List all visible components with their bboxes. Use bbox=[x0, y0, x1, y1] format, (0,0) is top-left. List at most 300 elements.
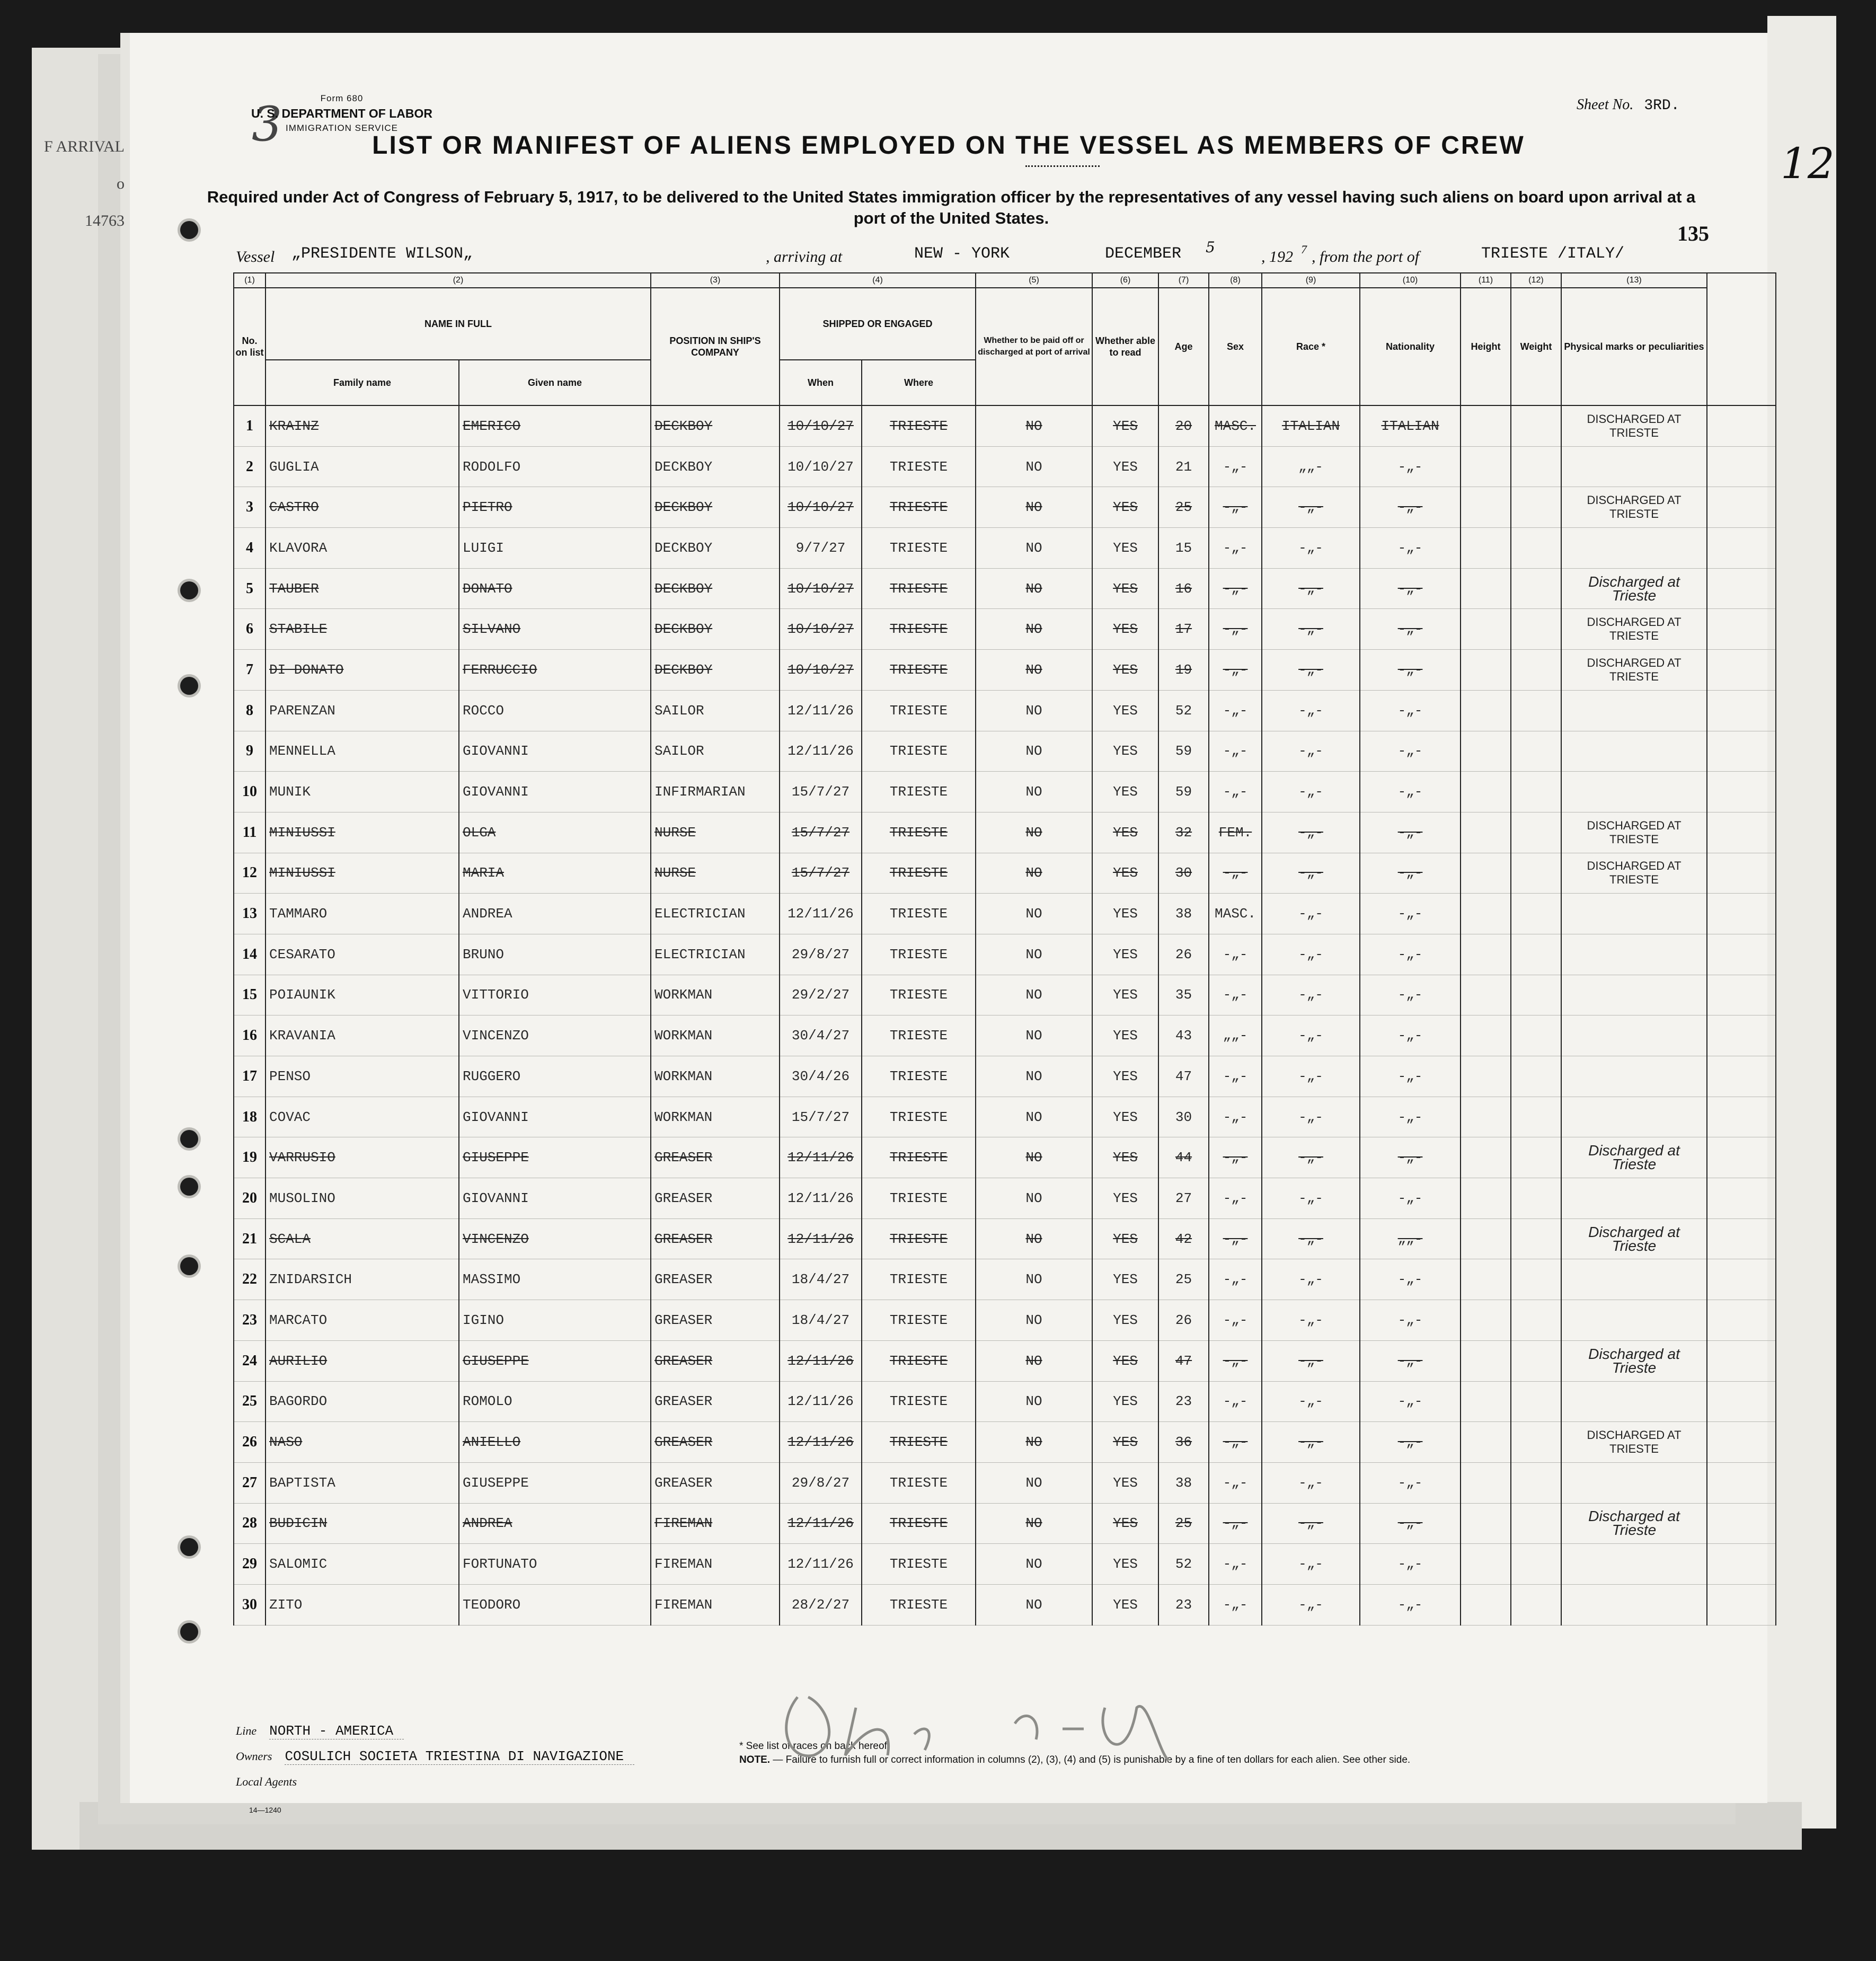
table-row bbox=[234, 609, 1776, 650]
cell-marks bbox=[1561, 894, 1707, 934]
cell-read: YES bbox=[1092, 1503, 1158, 1544]
cell-height bbox=[1461, 528, 1511, 569]
cell-when: 30/4/26 bbox=[780, 1056, 862, 1097]
cell-extra bbox=[1707, 975, 1776, 1015]
table-row bbox=[234, 731, 1776, 772]
cell-given: ANDREA bbox=[459, 1503, 651, 1544]
col-weight: Weight bbox=[1511, 288, 1561, 405]
cell-paid: NO bbox=[976, 1015, 1092, 1056]
cell-family: ZNIDARSICH bbox=[266, 1259, 459, 1300]
cell-age: 19 bbox=[1158, 650, 1209, 691]
cell-height bbox=[1461, 934, 1511, 975]
cell-where: TRIESTE bbox=[862, 1056, 976, 1097]
cell-no: 19 bbox=[234, 1137, 266, 1178]
arrival-port: NEW - YORK bbox=[914, 245, 1010, 263]
cell-paid: NO bbox=[976, 812, 1092, 853]
col-position: POSITION IN SHIP'S COMPANY bbox=[651, 288, 780, 405]
owners-value: COSULICH SOCIETA TRIESTINA DI NAVIGAZIONE bbox=[285, 1748, 634, 1765]
cell-read: YES bbox=[1092, 1584, 1158, 1625]
table-row bbox=[234, 1056, 1776, 1097]
cell-family: MUSOLINO bbox=[266, 1178, 459, 1219]
cell-where: TRIESTE bbox=[862, 405, 976, 446]
cell-height bbox=[1461, 1503, 1511, 1544]
cell-paid: NO bbox=[976, 1218, 1092, 1259]
cell-extra bbox=[1707, 650, 1776, 691]
cell-age: 36 bbox=[1158, 1422, 1209, 1463]
col-given-name: Given name bbox=[459, 360, 651, 405]
cell-age: 43 bbox=[1158, 1015, 1209, 1056]
cell-read: YES bbox=[1092, 609, 1158, 650]
cell-weight bbox=[1511, 1218, 1561, 1259]
corner-handwritten-mark: 3 bbox=[252, 96, 282, 152]
cell-marks bbox=[1561, 690, 1707, 731]
cell-nat: -„- bbox=[1360, 1503, 1461, 1544]
cell-position: DECKBOY bbox=[651, 487, 780, 528]
table-row bbox=[234, 1584, 1776, 1625]
cell-paid: NO bbox=[976, 446, 1092, 487]
cell-height bbox=[1461, 894, 1511, 934]
cell-race: -„- bbox=[1262, 609, 1360, 650]
cell-weight bbox=[1511, 894, 1561, 934]
table-row bbox=[234, 487, 1776, 528]
cell-where: TRIESTE bbox=[862, 1422, 976, 1463]
cell-where: TRIESTE bbox=[862, 731, 976, 772]
cell-nat: -„- bbox=[1360, 934, 1461, 975]
cell-no: 7 bbox=[234, 650, 266, 691]
cell-sex: -„- bbox=[1209, 1178, 1262, 1219]
cell-read: YES bbox=[1092, 690, 1158, 731]
cell-where: TRIESTE bbox=[862, 1381, 976, 1422]
cell-marks: DISCHARGED AT TRIESTE bbox=[1561, 405, 1707, 446]
cell-position: GREASER bbox=[651, 1218, 780, 1259]
cell-family: NASO bbox=[266, 1422, 459, 1463]
cell-race: -„- bbox=[1262, 1259, 1360, 1300]
cell-family: BUDICIN bbox=[266, 1503, 459, 1544]
cell-nat: -„- bbox=[1360, 1259, 1461, 1300]
cell-read: YES bbox=[1092, 568, 1158, 609]
cell-no: 10 bbox=[234, 772, 266, 812]
cell-age: 38 bbox=[1158, 1462, 1209, 1503]
cell-family: SCALA bbox=[266, 1218, 459, 1259]
punch-hole bbox=[180, 677, 198, 695]
cell-when: 10/10/27 bbox=[780, 487, 862, 528]
cell-read: YES bbox=[1092, 650, 1158, 691]
cell-race: -„- bbox=[1262, 772, 1360, 812]
cell-given: LUIGI bbox=[459, 528, 651, 569]
cell-race: -„- bbox=[1262, 1503, 1360, 1544]
cell-sex: -„- bbox=[1209, 690, 1262, 731]
cell-weight bbox=[1511, 975, 1561, 1015]
cell-position: WORKMAN bbox=[651, 975, 780, 1015]
vessel-name: „PRESIDENTE WILSON„ bbox=[291, 245, 473, 263]
punch-hole bbox=[180, 1538, 198, 1556]
cell-height bbox=[1461, 690, 1511, 731]
cell-marks bbox=[1561, 1097, 1707, 1137]
cell-sex: -„- bbox=[1209, 1097, 1262, 1137]
cell-family: AURILIO bbox=[266, 1340, 459, 1381]
table-row bbox=[234, 934, 1776, 975]
cell-when: 10/10/27 bbox=[780, 568, 862, 609]
cell-age: 25 bbox=[1158, 1503, 1209, 1544]
cell-given: VITTORIO bbox=[459, 975, 651, 1015]
cell-nat: -„- bbox=[1360, 731, 1461, 772]
cell-extra bbox=[1707, 1097, 1776, 1137]
cell-position: SAILOR bbox=[651, 731, 780, 772]
cell-weight bbox=[1511, 1137, 1561, 1178]
cell-position: ELECTRICIAN bbox=[651, 934, 780, 975]
cell-no: 27 bbox=[234, 1462, 266, 1503]
cell-where: TRIESTE bbox=[862, 1178, 976, 1219]
cell-when: 10/10/27 bbox=[780, 405, 862, 446]
cell-sex: -„- bbox=[1209, 1544, 1262, 1585]
cell-position: WORKMAN bbox=[651, 1056, 780, 1097]
cell-marks: Discharged at Trieste bbox=[1561, 1137, 1707, 1178]
sheet-number-value: 3RD. bbox=[1644, 98, 1680, 114]
table-row bbox=[234, 1097, 1776, 1137]
cell-read: YES bbox=[1092, 1462, 1158, 1503]
cell-race: -„- bbox=[1262, 1218, 1360, 1259]
cell-weight bbox=[1511, 528, 1561, 569]
vessel-line: Vessel „PRESIDENTE WILSON„ , arriving at NEW - YORK DECEMBER 5 , 192 7 , from the port of TRIESTE /ITALY/ bbox=[236, 238, 1625, 266]
cell-where: TRIESTE bbox=[862, 528, 976, 569]
cell-weight bbox=[1511, 812, 1561, 853]
cell-where: TRIESTE bbox=[862, 487, 976, 528]
table-row bbox=[234, 772, 1776, 812]
cell-given: IGINO bbox=[459, 1300, 651, 1341]
table-row bbox=[234, 853, 1776, 894]
cell-nat: -„- bbox=[1360, 1015, 1461, 1056]
cell-no: 4 bbox=[234, 528, 266, 569]
cell-read: YES bbox=[1092, 1259, 1158, 1300]
cell-where: TRIESTE bbox=[862, 1097, 976, 1137]
cell-race: -„- bbox=[1262, 1137, 1360, 1178]
cell-extra bbox=[1707, 690, 1776, 731]
cell-nat: -„- bbox=[1360, 1544, 1461, 1585]
cell-paid: NO bbox=[976, 731, 1092, 772]
cell-family: ZITO bbox=[266, 1584, 459, 1625]
cell-read: YES bbox=[1092, 1056, 1158, 1097]
punch-hole bbox=[180, 221, 198, 239]
cell-when: 10/10/27 bbox=[780, 609, 862, 650]
cell-extra bbox=[1707, 609, 1776, 650]
cell-no: 23 bbox=[234, 1300, 266, 1341]
cell-where: TRIESTE bbox=[862, 1340, 976, 1381]
cell-given: GIUSEPPE bbox=[459, 1340, 651, 1381]
cell-race: -„- bbox=[1262, 1340, 1360, 1381]
cell-nat: -„- bbox=[1360, 568, 1461, 609]
cell-read: YES bbox=[1092, 975, 1158, 1015]
cell-paid: NO bbox=[976, 772, 1092, 812]
cell-given: ANIELLO bbox=[459, 1422, 651, 1463]
cell-no: 3 bbox=[234, 487, 266, 528]
cell-position: GREASER bbox=[651, 1340, 780, 1381]
cell-no: 18 bbox=[234, 1097, 266, 1137]
cell-position: WORKMAN bbox=[651, 1015, 780, 1056]
cell-age: 23 bbox=[1158, 1381, 1209, 1422]
cell-sex: -„- bbox=[1209, 772, 1262, 812]
cell-read: YES bbox=[1092, 1015, 1158, 1056]
line-value: NORTH - AMERICA bbox=[269, 1723, 404, 1739]
cell-no: 17 bbox=[234, 1056, 266, 1097]
cell-no: 5 bbox=[234, 568, 266, 609]
races-footnote: * See list of races on back hereof. bbox=[739, 1741, 890, 1752]
cell-race: -„- bbox=[1262, 1422, 1360, 1463]
cell-sex: -„- bbox=[1209, 1340, 1262, 1381]
cell-extra bbox=[1707, 1218, 1776, 1259]
cell-read: YES bbox=[1092, 772, 1158, 812]
col-age: Age bbox=[1158, 288, 1209, 405]
cell-position: GREASER bbox=[651, 1137, 780, 1178]
table-row bbox=[234, 1422, 1776, 1463]
cell-when: 12/11/26 bbox=[780, 1218, 862, 1259]
cell-position: DECKBOY bbox=[651, 650, 780, 691]
table-row bbox=[234, 1462, 1776, 1503]
underlying-page-edge-right bbox=[1767, 16, 1836, 1828]
cell-family: MARCATO bbox=[266, 1300, 459, 1341]
cell-where: TRIESTE bbox=[862, 853, 976, 894]
service-name: IMMIGRATION SERVICE bbox=[285, 123, 398, 133]
cell-weight bbox=[1511, 1584, 1561, 1625]
cell-no: 22 bbox=[234, 1259, 266, 1300]
cell-height bbox=[1461, 812, 1511, 853]
cell-position: FIREMAN bbox=[651, 1503, 780, 1544]
cell-position: NURSE bbox=[651, 812, 780, 853]
cell-read: YES bbox=[1092, 1097, 1158, 1137]
cell-nat: -„- bbox=[1360, 812, 1461, 853]
cell-paid: NO bbox=[976, 609, 1092, 650]
cell-no: 9 bbox=[234, 731, 266, 772]
cell-sex: -„- bbox=[1209, 609, 1262, 650]
cell-no: 21 bbox=[234, 1218, 266, 1259]
cell-paid: NO bbox=[976, 690, 1092, 731]
cell-extra bbox=[1707, 1544, 1776, 1585]
cell-marks bbox=[1561, 1300, 1707, 1341]
cell-paid: NO bbox=[976, 405, 1092, 446]
cell-race: -„- bbox=[1262, 934, 1360, 975]
cell-sex: -„- bbox=[1209, 1056, 1262, 1097]
cell-no: 14 bbox=[234, 934, 266, 975]
cell-nat: -„- bbox=[1360, 1137, 1461, 1178]
cell-given: RODOLFO bbox=[459, 446, 651, 487]
cell-where: TRIESTE bbox=[862, 1503, 976, 1544]
departure-port: TRIESTE /ITALY/ bbox=[1481, 245, 1625, 263]
cell-extra bbox=[1707, 772, 1776, 812]
side-stamp: F ARRIVAL o 14763 bbox=[44, 138, 125, 229]
cell-read: YES bbox=[1092, 853, 1158, 894]
arrival-month: DECEMBER bbox=[1105, 245, 1182, 263]
cell-age: 30 bbox=[1158, 1097, 1209, 1137]
cell-age: 38 bbox=[1158, 894, 1209, 934]
cell-family: STABILE bbox=[266, 609, 459, 650]
cell-nat: -„- bbox=[1360, 1422, 1461, 1463]
cell-marks bbox=[1561, 1056, 1707, 1097]
cell-height bbox=[1461, 1300, 1511, 1341]
arrival-day: 5 bbox=[1206, 238, 1215, 256]
table-row bbox=[234, 1137, 1776, 1178]
table-row bbox=[234, 528, 1776, 569]
table-row bbox=[234, 1259, 1776, 1300]
cell-given: OLGA bbox=[459, 812, 651, 853]
cell-race: -„- bbox=[1262, 1584, 1360, 1625]
cell-when: 12/11/26 bbox=[780, 894, 862, 934]
cell-race: -„- bbox=[1262, 1381, 1360, 1422]
cell-weight bbox=[1511, 690, 1561, 731]
cell-race: -„- bbox=[1262, 731, 1360, 772]
cell-position: DECKBOY bbox=[651, 568, 780, 609]
cell-family: POIAUNIK bbox=[266, 975, 459, 1015]
cell-given: GIOVANNI bbox=[459, 772, 651, 812]
cell-age: 47 bbox=[1158, 1056, 1209, 1097]
cell-extra bbox=[1707, 812, 1776, 853]
cell-position: ELECTRICIAN bbox=[651, 894, 780, 934]
cell-extra bbox=[1707, 1462, 1776, 1503]
cell-extra bbox=[1707, 1503, 1776, 1544]
cell-race: -„- bbox=[1262, 1056, 1360, 1097]
cell-height bbox=[1461, 1381, 1511, 1422]
cell-position: GREASER bbox=[651, 1422, 780, 1463]
cell-marks: DISCHARGED AT TRIESTE bbox=[1561, 812, 1707, 853]
cell-paid: NO bbox=[976, 1503, 1092, 1544]
cell-age: 44 bbox=[1158, 1137, 1209, 1178]
cell-age: 20 bbox=[1158, 405, 1209, 446]
cell-race: ITALIAN bbox=[1262, 405, 1360, 446]
cell-height bbox=[1461, 1015, 1511, 1056]
cell-paid: NO bbox=[976, 1340, 1092, 1381]
cell-given: PIETRO bbox=[459, 487, 651, 528]
cell-nat: -„- bbox=[1360, 853, 1461, 894]
cell-extra bbox=[1707, 568, 1776, 609]
cell-given: MASSIMO bbox=[459, 1259, 651, 1300]
cell-paid: NO bbox=[976, 1544, 1092, 1585]
cell-sex: -„- bbox=[1209, 1584, 1262, 1625]
cell-paid: NO bbox=[976, 1259, 1092, 1300]
cell-marks: Discharged at Trieste bbox=[1561, 1218, 1707, 1259]
col-shipped: SHIPPED OR ENGAGED bbox=[780, 288, 976, 360]
cell-extra bbox=[1707, 405, 1776, 446]
cell-when: 12/11/26 bbox=[780, 1381, 862, 1422]
cell-extra bbox=[1707, 1300, 1776, 1341]
cell-where: TRIESTE bbox=[862, 1544, 976, 1585]
cell-marks bbox=[1561, 1259, 1707, 1300]
col-where: Where bbox=[862, 360, 976, 405]
page-title: LIST OR MANIFEST OF ALIENS EMPLOYED ON THE VESSEL AS MEMBERS OF CREW bbox=[372, 131, 1525, 160]
cell-age: 47 bbox=[1158, 1340, 1209, 1381]
cell-extra bbox=[1707, 1056, 1776, 1097]
cell-given: TEODORO bbox=[459, 1584, 651, 1625]
cell-sex: „„- bbox=[1209, 1015, 1262, 1056]
cell-paid: NO bbox=[976, 1178, 1092, 1219]
col-sex: Sex bbox=[1209, 288, 1262, 405]
col-race: Race * bbox=[1262, 288, 1360, 405]
cell-paid: NO bbox=[976, 853, 1092, 894]
cell-age: 26 bbox=[1158, 1300, 1209, 1341]
underlying-page-edge-bottom bbox=[79, 1802, 1802, 1850]
cell-read: YES bbox=[1092, 894, 1158, 934]
cell-weight bbox=[1511, 405, 1561, 446]
cell-no: 16 bbox=[234, 1015, 266, 1056]
cell-sex: -„- bbox=[1209, 487, 1262, 528]
cell-nat: -„- bbox=[1360, 1300, 1461, 1341]
cell-extra bbox=[1707, 1259, 1776, 1300]
cell-when: 9/7/27 bbox=[780, 528, 862, 569]
cell-given: GIOVANNI bbox=[459, 731, 651, 772]
cell-height bbox=[1461, 1422, 1511, 1463]
cell-paid: NO bbox=[976, 1422, 1092, 1463]
cell-nat: -„- bbox=[1360, 690, 1461, 731]
department-name: U. S. DEPARTMENT OF LABOR bbox=[251, 107, 432, 120]
cell-extra bbox=[1707, 1340, 1776, 1381]
cell-marks bbox=[1561, 1462, 1707, 1503]
cell-given: FORTUNATO bbox=[459, 1544, 651, 1585]
cell-family: BAGORDO bbox=[266, 1381, 459, 1422]
cell-sex: MASC. bbox=[1209, 405, 1262, 446]
cell-no: 12 bbox=[234, 853, 266, 894]
cell-age: 21 bbox=[1158, 446, 1209, 487]
cell-weight bbox=[1511, 1259, 1561, 1300]
table-row bbox=[234, 1503, 1776, 1544]
cell-weight bbox=[1511, 1503, 1561, 1544]
cell-height bbox=[1461, 1097, 1511, 1137]
cell-nat: -„- bbox=[1360, 446, 1461, 487]
cell-race: -„- bbox=[1262, 1462, 1360, 1503]
cell-sex: -„- bbox=[1209, 853, 1262, 894]
col-no-on-list: No. on list bbox=[234, 288, 266, 405]
cell-when: 29/2/27 bbox=[780, 975, 862, 1015]
cell-when: 12/11/26 bbox=[780, 690, 862, 731]
cell-height bbox=[1461, 487, 1511, 528]
cell-family: VARRUSIO bbox=[266, 1137, 459, 1178]
cell-when: 30/4/27 bbox=[780, 1015, 862, 1056]
cell-race: -„- bbox=[1262, 1300, 1360, 1341]
cell-sex: -„- bbox=[1209, 1422, 1262, 1463]
cell-weight bbox=[1511, 568, 1561, 609]
table-row bbox=[234, 446, 1776, 487]
cell-age: 25 bbox=[1158, 487, 1209, 528]
col-family-name: Family name bbox=[266, 360, 459, 405]
cell-when: 15/7/27 bbox=[780, 812, 862, 853]
cell-position: GREASER bbox=[651, 1178, 780, 1219]
cell-where: TRIESTE bbox=[862, 812, 976, 853]
cell-height bbox=[1461, 975, 1511, 1015]
cell-extra bbox=[1707, 731, 1776, 772]
cell-race: -„- bbox=[1262, 853, 1360, 894]
punch-hole bbox=[180, 1257, 198, 1275]
cell-given: EMERICO bbox=[459, 405, 651, 446]
cell-sex: -„- bbox=[1209, 934, 1262, 975]
cell-marks bbox=[1561, 731, 1707, 772]
cell-read: YES bbox=[1092, 405, 1158, 446]
sheet-number: Sheet No. 3RD. bbox=[1577, 96, 1680, 114]
cell-weight bbox=[1511, 1015, 1561, 1056]
cell-where: TRIESTE bbox=[862, 934, 976, 975]
cell-given: ROMOLO bbox=[459, 1381, 651, 1422]
col-height: Height bbox=[1461, 288, 1511, 405]
cell-given: GIOVANNI bbox=[459, 1097, 651, 1137]
cell-weight bbox=[1511, 1097, 1561, 1137]
punch-hole bbox=[180, 1178, 198, 1196]
col-able-to-read: Whether able to read bbox=[1092, 288, 1158, 405]
cell-no: 13 bbox=[234, 894, 266, 934]
cell-no: 15 bbox=[234, 975, 266, 1015]
cell-marks: Discharged at Trieste bbox=[1561, 568, 1707, 609]
cell-height bbox=[1461, 446, 1511, 487]
cell-paid: NO bbox=[976, 1462, 1092, 1503]
cell-age: 32 bbox=[1158, 812, 1209, 853]
cell-height bbox=[1461, 1056, 1511, 1097]
cell-no: 26 bbox=[234, 1422, 266, 1463]
column-number-row: (1) (2) (3) (4) (5) (6) (7) (8) (9) (10) (11) (12) (13) bbox=[234, 273, 1776, 288]
cell-position: GREASER bbox=[651, 1381, 780, 1422]
